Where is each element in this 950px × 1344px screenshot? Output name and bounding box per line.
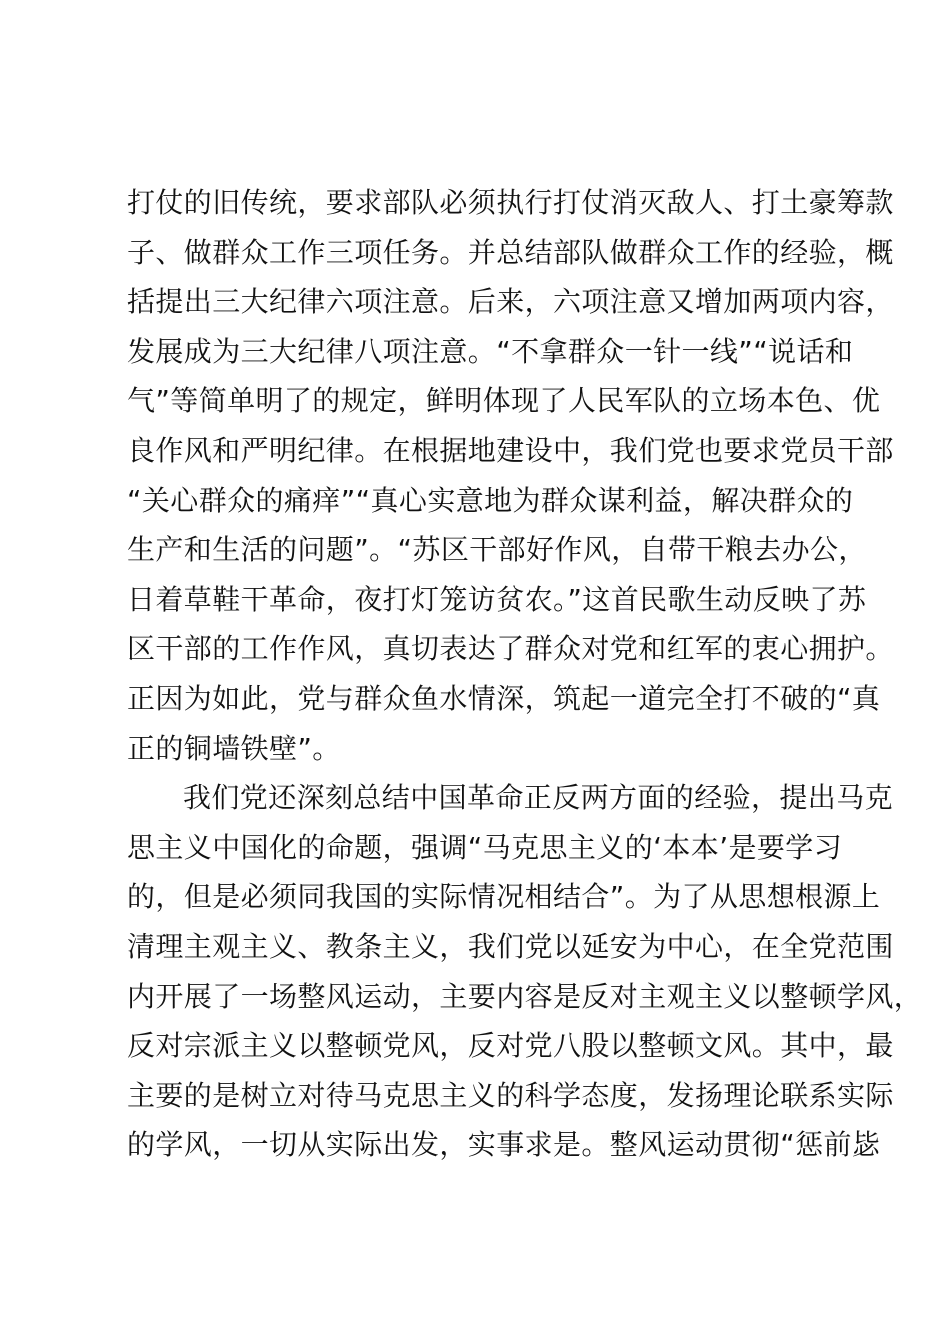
- text-line: 正因为如此，党与群众鱼水情深，筑起一道完全打不破的“真: [127, 681, 881, 715]
- document-body: [127, 178, 923, 1170]
- text-line: 思主义中国化的命题，强调“马克思主义的‘本本’是要学习: [127, 830, 843, 864]
- text-line: 主要的是树立对待马克思主义的科学态度，发扬理论联系实际: [127, 1078, 894, 1112]
- text-line: 反对宗派主义以整顿党风，反对党八股以整顿文风。其中，最: [127, 1029, 894, 1063]
- text-line: 我们党还深刻总结中国革命正反两方面的经验，提出马克: [183, 781, 894, 815]
- text-line: 子、做群众工作三项任务。并总结部队做群众工作的经验，概: [127, 235, 894, 269]
- text-line: 内开展了一场整风运动，主要内容是反对主观主义以整顿学风，: [127, 979, 923, 1013]
- text-line: 的学风，一切从实际出发，实事求是。整风运动贯彻“惩前毖: [127, 1128, 881, 1162]
- paragraph-1: [127, 178, 894, 773]
- text-line: 的，但是必须同我国的实际情况相结合”。为了从思想根源上: [127, 880, 881, 914]
- text-line: 生产和生活的问题”。“苏区干部好作风，自带干粮去办公，: [127, 533, 867, 567]
- text-line: 日着草鞋干革命，夜打灯笼访贫农。”这首民歌生动反映了苏: [127, 582, 867, 616]
- text-line: 清理主观主义、教条主义，我们党以延安为中心，在全党范围: [127, 929, 894, 963]
- paragraph-2: [127, 773, 923, 1170]
- text-line: 打仗的旧传统，要求部队必须执行打仗消灭敌人、打土豪筹款: [127, 186, 894, 219]
- text-line: 良作风和严明纪律。在根据地建设中，我们党也要求党员干部: [127, 433, 894, 467]
- text-line: 发展成为三大纪律八项注意。“不拿群众一针一线”“说话和: [127, 334, 854, 368]
- text-line: 气”等简单明了的规定，鲜明体现了人民军队的立场本色、优: [127, 384, 881, 418]
- text-line: 括提出三大纪律六项注意。后来，六项注意又增加两项内容，: [127, 285, 894, 319]
- text-line: “关心群众的痛痒”“真心实意地为群众谋利益，解决群众的: [127, 483, 854, 517]
- text-line: 区干部的工作作风，真切表达了群众对党和红军的衷心拥护。: [127, 632, 894, 666]
- text-line: 正的铜墙铁壁”。: [127, 731, 341, 765]
